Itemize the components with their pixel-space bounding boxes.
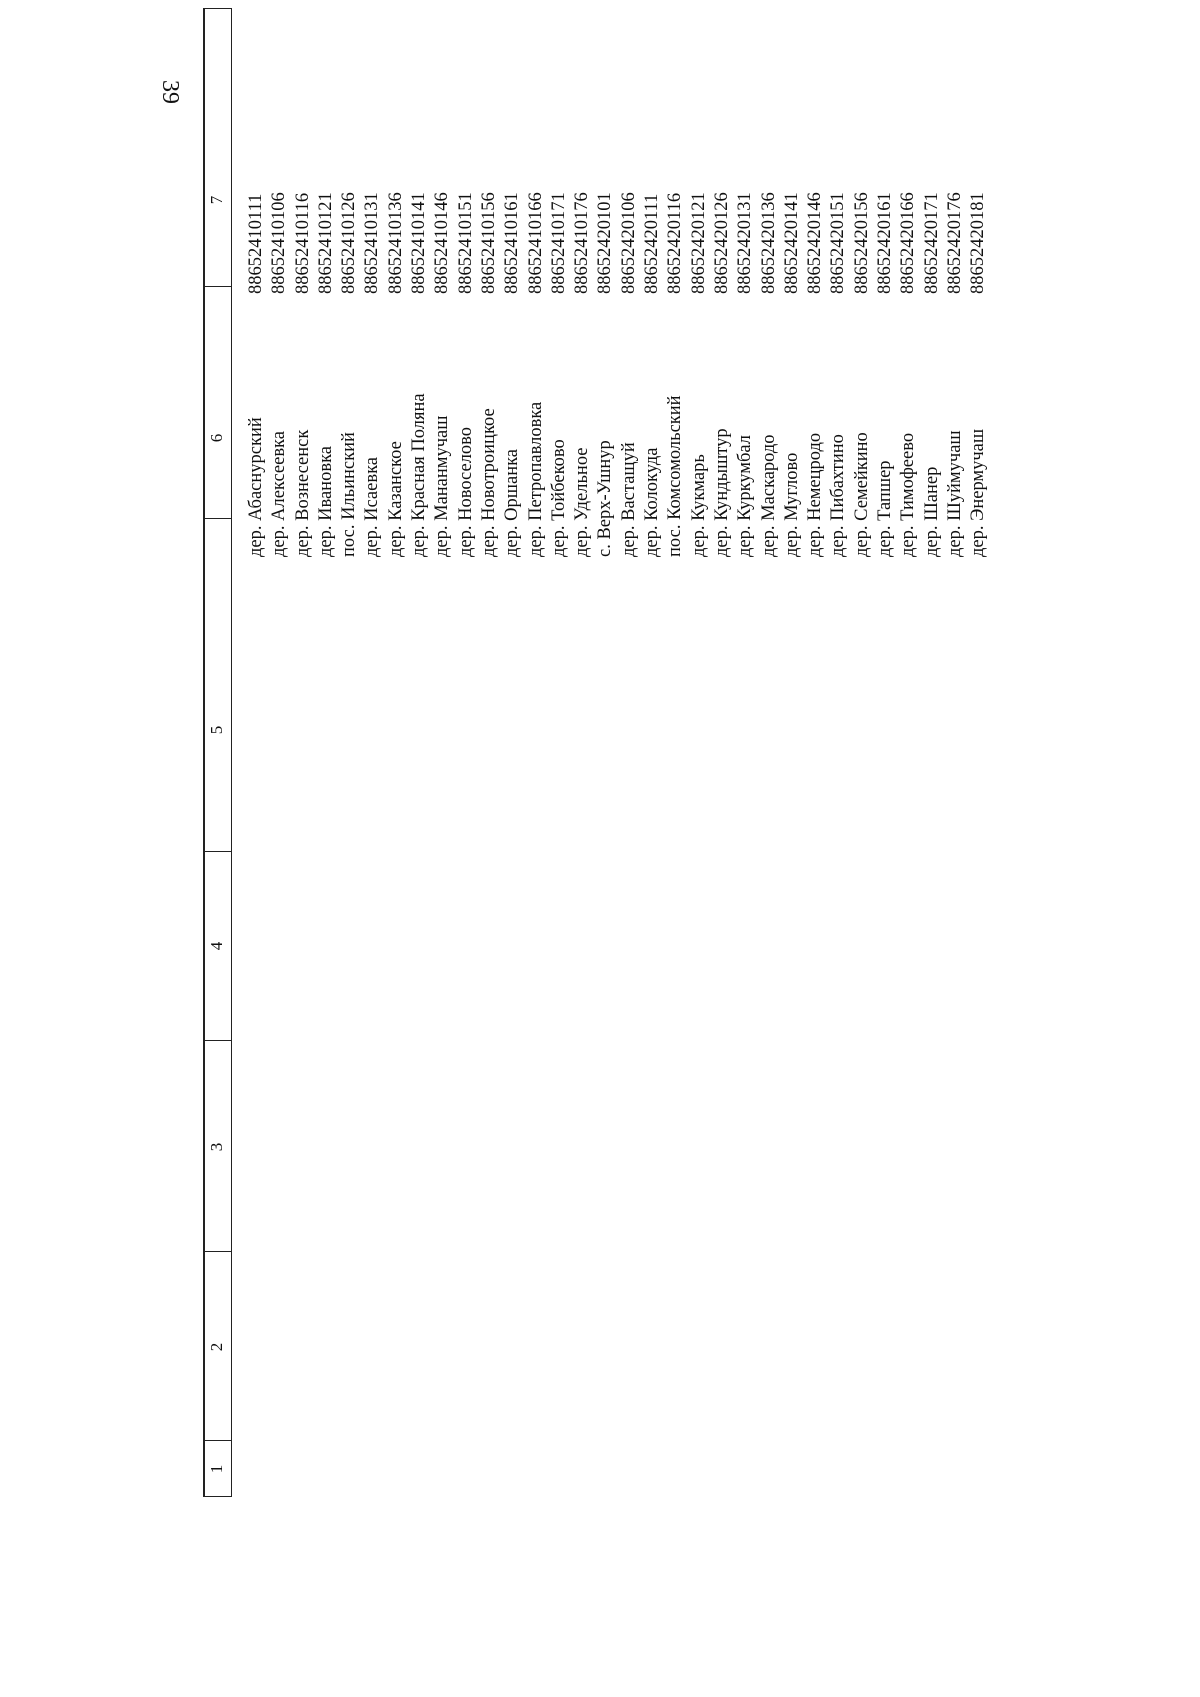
header-bottom-rule bbox=[231, 9, 232, 1497]
page-number: 39 bbox=[157, 80, 183, 104]
settlement-name: дер. Тимофеево bbox=[898, 432, 919, 557]
settlement-code: 88652410151 bbox=[455, 192, 476, 294]
settlement-code: 88652420171 bbox=[921, 192, 942, 294]
settlement-code: 88652410106 bbox=[269, 192, 290, 294]
settlement-code: 88652410136 bbox=[385, 192, 406, 294]
settlement-name: дер. Абаснурский bbox=[246, 417, 266, 557]
column-number-4: 4 bbox=[207, 941, 226, 951]
column-separator bbox=[203, 1251, 232, 1252]
settlement-name: дер. Исаевка bbox=[362, 457, 383, 557]
settlement-name: дер. Куркумбал bbox=[735, 434, 756, 557]
settlement-code: 88652410121 bbox=[315, 192, 336, 294]
column-separator bbox=[203, 286, 232, 287]
settlement-code: 88652410141 bbox=[409, 192, 430, 294]
settlement-name: дер. Кукмарь bbox=[688, 454, 709, 557]
code-column bbox=[245, 192, 991, 294]
settlement-name: дер. Муглово bbox=[781, 452, 802, 557]
settlement-name: дер. Тойбеково bbox=[548, 439, 569, 557]
settlement-code: 88652420131 bbox=[735, 192, 756, 294]
settlement-code: 88652410171 bbox=[548, 192, 569, 294]
settlement-code: 88652420121 bbox=[688, 192, 709, 294]
column-number-7: 7 bbox=[207, 195, 226, 205]
settlement-code: 88652410131 bbox=[362, 192, 383, 294]
settlement-code: 88652410161 bbox=[502, 192, 523, 294]
settlement-code: 88652410111 bbox=[246, 193, 266, 294]
settlement-name: дер. Немецродо bbox=[805, 432, 826, 557]
settlement-code: 88652420151 bbox=[828, 192, 849, 294]
settlement-name: дер. Энермучаш bbox=[968, 428, 989, 557]
settlement-name: с. Верх-Ушнур bbox=[595, 440, 616, 557]
column-separator bbox=[203, 1496, 232, 1497]
settlement-code: 88652420116 bbox=[665, 192, 686, 294]
column-separator bbox=[203, 518, 232, 519]
settlement-code: 88652410116 bbox=[292, 192, 313, 294]
settlement-name: дер. Новотроицкое bbox=[478, 408, 499, 557]
settlement-name: дер. Петропавловка bbox=[525, 401, 546, 557]
settlement-code: 88652420156 bbox=[851, 192, 872, 294]
column-separator bbox=[203, 8, 232, 9]
settlement-code: 88652410156 bbox=[478, 192, 499, 294]
settlement-name: дер. Маскародо bbox=[758, 434, 779, 557]
settlement-name: дер. Шуймучаш bbox=[944, 430, 965, 557]
settlement-name: дер. Тапшер bbox=[875, 460, 896, 557]
settlement-name: дер. Новоселово bbox=[455, 426, 476, 557]
column-number-6: 6 bbox=[207, 433, 226, 443]
column-number-5: 5 bbox=[207, 725, 226, 735]
settlement-name: дер. Казанское bbox=[385, 441, 406, 557]
column-number-2: 2 bbox=[207, 1342, 226, 1352]
settlement-name: дер. Мананмучаш bbox=[432, 415, 453, 557]
settlement-code: 88652420166 bbox=[898, 192, 919, 294]
settlement-name: дер. Семейкино bbox=[851, 432, 872, 557]
settlement-code: 88652420176 bbox=[944, 192, 965, 294]
settlement-code: 88652420146 bbox=[805, 192, 826, 294]
settlement-code: 88652410166 bbox=[525, 192, 546, 294]
settlement-code: 88652420181 bbox=[968, 192, 989, 294]
settlement-name: дер. Ивановка bbox=[315, 446, 336, 557]
settlement-code: 88652410146 bbox=[432, 192, 453, 294]
settlement-name: дер. Оршанка bbox=[502, 448, 523, 557]
settlement-name: пос. Ильинский bbox=[339, 432, 360, 557]
settlement-code: 88652420141 bbox=[781, 192, 802, 294]
settlement-name: дер. Вознесенск bbox=[292, 429, 313, 557]
settlement-name: дер. Удельное bbox=[572, 447, 593, 557]
settlement-name: дер. Пибахтино bbox=[828, 434, 849, 557]
settlement-code: 88652410176 bbox=[572, 192, 593, 294]
settlement-name: дер. Вастащуй bbox=[618, 442, 639, 557]
settlement-name: дер. Алексеевка bbox=[269, 431, 290, 557]
settlement-name: дер. Кундыштур bbox=[711, 428, 732, 557]
settlement-code: 88652420161 bbox=[875, 192, 896, 294]
table-top-rule bbox=[203, 9, 205, 1497]
column-number-1: 1 bbox=[207, 1464, 226, 1474]
settlement-name: дер. Колокуда bbox=[642, 447, 663, 557]
column-number-3: 3 bbox=[207, 1142, 226, 1152]
settlement-name: дер. Красная Поляна bbox=[409, 393, 430, 557]
settlement-code: 88652420106 bbox=[618, 192, 639, 294]
settlement-name: дер. Шанер bbox=[921, 466, 942, 557]
settlement-code: 88652420111 bbox=[642, 193, 663, 294]
settlement-code: 88652410126 bbox=[339, 192, 360, 294]
column-separator bbox=[203, 1440, 232, 1441]
settlement-name: пос. Комсомольский bbox=[665, 395, 686, 557]
settlement-code: 88652420136 bbox=[758, 192, 779, 294]
column-separator bbox=[203, 851, 232, 852]
column-separator bbox=[203, 1040, 232, 1041]
settlement-name-column bbox=[245, 393, 991, 557]
settlement-code: 88652420126 bbox=[711, 192, 732, 294]
settlement-code: 88652420101 bbox=[595, 192, 616, 294]
